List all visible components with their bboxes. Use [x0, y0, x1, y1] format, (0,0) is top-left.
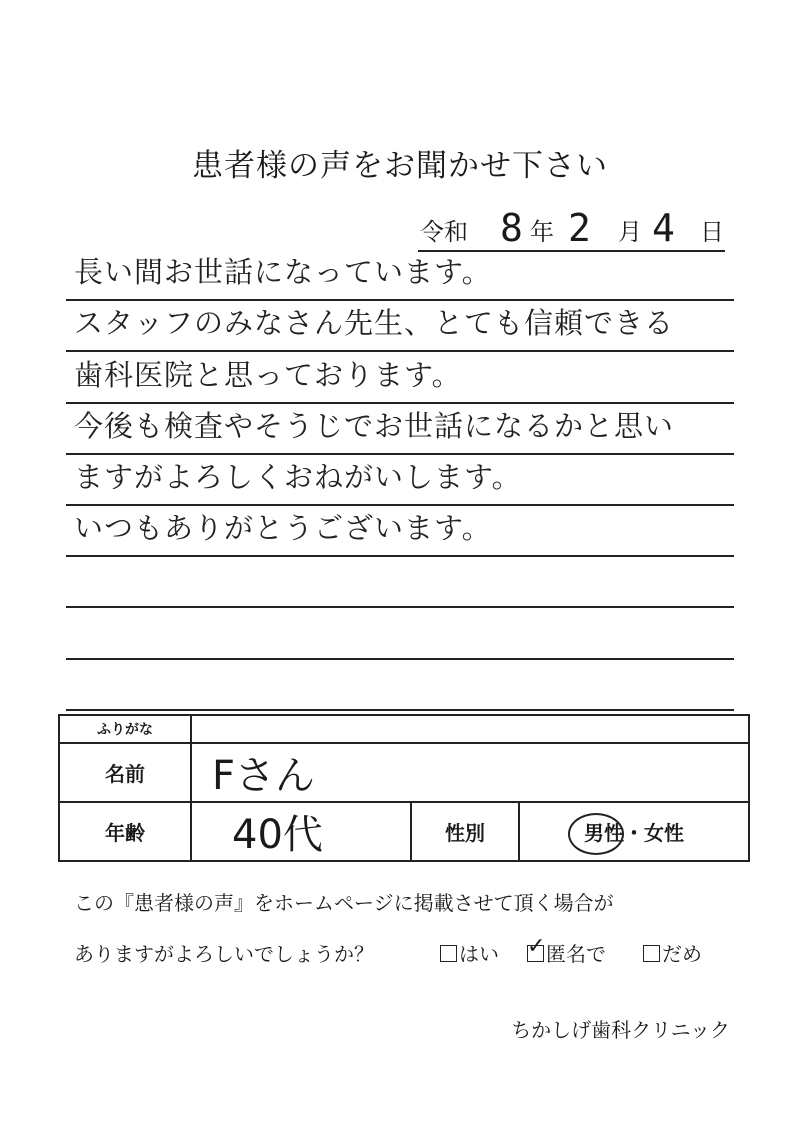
- check-mark-icon: ✓: [527, 934, 546, 959]
- date-day-unit: 日: [700, 218, 724, 246]
- date-month: 2: [568, 206, 591, 250]
- clinic-name: ちかしげ歯科クリニック: [511, 1018, 730, 1042]
- date-era: 令和: [420, 218, 468, 246]
- date-year-unit: 年: [530, 218, 554, 246]
- comment-text: 長い間お世話になっています。: [74, 255, 492, 290]
- gender-label: 性別: [411, 802, 519, 861]
- consent-option-anonymous: ✓ 匿名で: [527, 934, 606, 966]
- name-label: 名前: [59, 743, 191, 802]
- comment-line: [66, 557, 734, 608]
- consent-question-line2: ありますがよろしいでしょうか？: [74, 942, 374, 966]
- name-value: Fさん: [191, 743, 749, 802]
- gender-selected-circle: [568, 813, 624, 855]
- comment-line: [66, 608, 734, 659]
- comment-text: 歯科医院と思っております。: [74, 357, 462, 392]
- furigana-value: [191, 715, 749, 743]
- date-field: [418, 208, 725, 252]
- consent-question-line1: この『患者様の声』をホームページに掲載させて頂く場合が: [74, 891, 614, 915]
- date-year: 8: [500, 206, 523, 250]
- comment-line: [66, 506, 734, 557]
- comment-text: 今後も検査やそうじでお世話になるかと思い: [74, 408, 675, 443]
- comment-text: ますがよろしくおねがいします。: [74, 459, 522, 494]
- age-value: 40代: [191, 802, 411, 861]
- age-label: 年齢: [59, 802, 191, 861]
- checkbox-yes: [440, 945, 457, 962]
- comment-line: [66, 660, 734, 711]
- checkbox-anonymous: [527, 934, 546, 962]
- comment-line: [66, 250, 734, 301]
- checkbox-no: [643, 945, 660, 962]
- consent-option-no: だめ: [643, 938, 702, 967]
- comment-text: いつもありがとうございます。: [74, 511, 492, 546]
- comment-line: [66, 352, 734, 403]
- comment-text: スタッフのみなさん先生、とても信頼できる: [74, 306, 675, 341]
- gender-options: [519, 802, 749, 861]
- comment-line: [66, 404, 734, 455]
- date-month-unit: 月: [618, 218, 642, 246]
- date-day: 4: [652, 206, 675, 250]
- comment-line: [66, 301, 734, 352]
- gender-options-text: 男性・女性: [584, 821, 684, 845]
- furigana-label: ふりがな: [59, 715, 191, 743]
- page-title: 患者様の声をお聞かせ下さい: [192, 148, 608, 184]
- consent-option-yes: はい: [440, 938, 499, 967]
- comment-line: [66, 455, 734, 506]
- patient-info-table: [58, 714, 750, 862]
- comment-area: [66, 250, 734, 711]
